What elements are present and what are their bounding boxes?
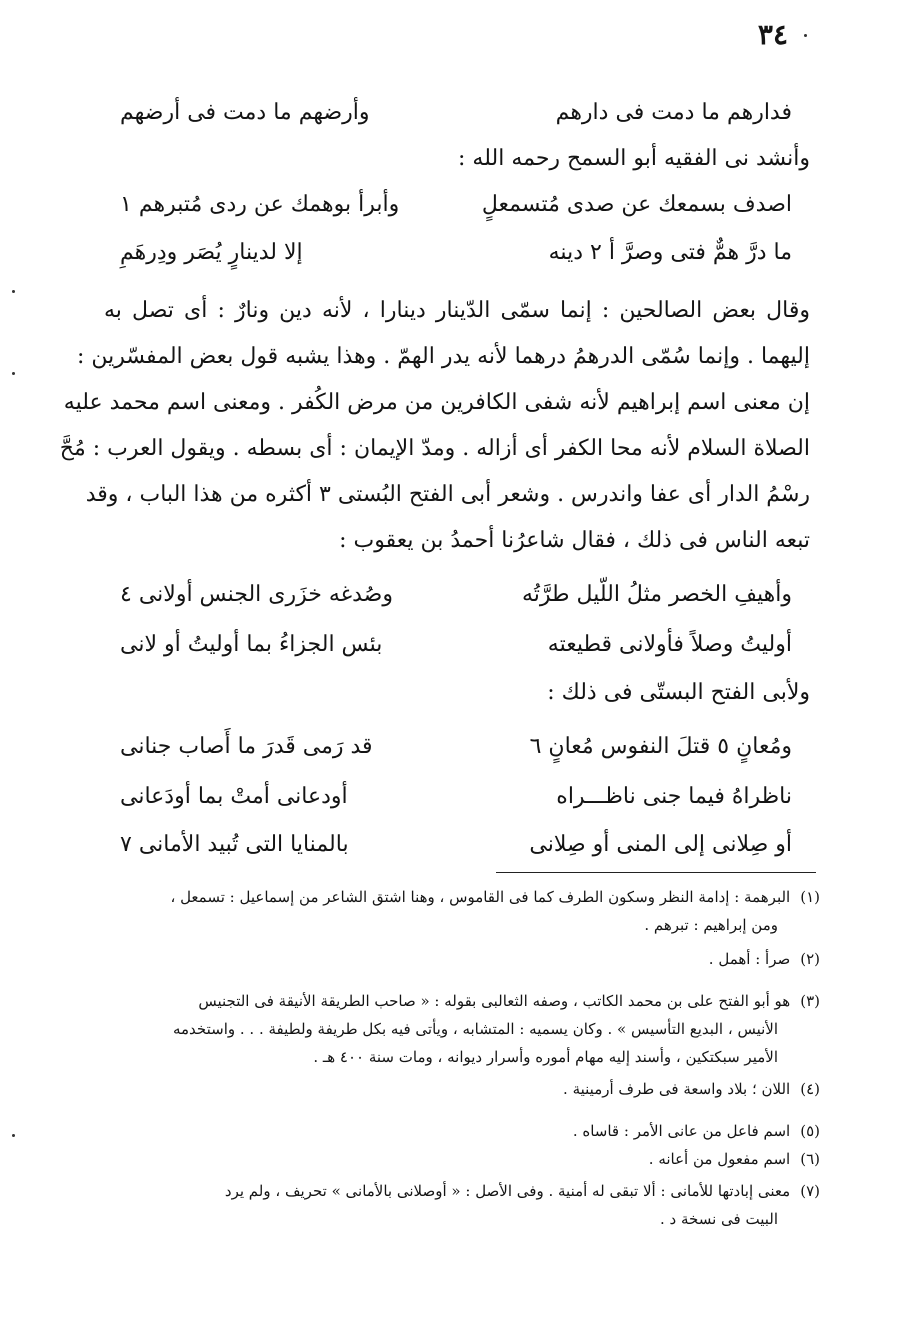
verse-8-first-hemistich: أو صِلانى إلى المنى أو صِلانى [529,832,792,857]
verse-6-second-hemistich: قد رَمى قَدرَ ما أَصاب جنانى [120,734,373,759]
footnote-1 [170,890,820,905]
footnote-number: (٤) [800,1080,820,1098]
footnote-7 [225,1184,820,1199]
scan-speck [12,1134,15,1137]
prose-line: رسْمُ الدار أى عفا واندرس . وشعر أبى الفتح البُستى ٣ أكثره من هذا الباب ، وقد [85,482,810,507]
footnote-number: (١) [800,888,820,906]
footnote-number: (٣) [800,992,820,1010]
verse-7-first-hemistich: ناظراهُ فيما جنى ناظـــراه [556,784,792,809]
scan-speck [12,290,15,293]
footnote-1-continuation: ومن إبراهيم : تبرهم . [644,916,778,934]
verse-introduction: تبعه الناس فى ذلك ، فقال شاعرُنا أحمدُ بن يعقوب : [339,528,810,553]
prose-line: إليهما . وإنما سُمّى الدرهمُ درهما لأنه يدر الهمّ . وهذا يشبه قول بعض المفسّرين : [76,344,810,369]
verse-5-first-hemistich: أوليتُ وصلاً فأولانى قطيعته [547,632,792,657]
footnote-2 [709,952,820,967]
verse-5-second-hemistich: بئس الجزاءُ بما أوليتُ أو لانى [120,632,383,657]
footnote-separator [496,872,816,873]
verse-7-second-hemistich: أودعانى أمتْ بما أودَعانى [120,784,348,809]
footnote-number: (٦) [800,1150,820,1168]
footnote-7-continuation: البيت فى نسخة د . [660,1210,778,1228]
footnote-3 [198,994,820,1009]
footnote-4 [563,1082,820,1097]
footnote-text: معنى إبادتها للأمانى : ألا تبقى له أمنية . وفى الأصل : « أوصلانى بالأمانى » تحريف ، ولم يرد [224,1182,791,1200]
verse-8-second-hemistich: بالمنايا التى تُبيد الأمانى ٧ [120,832,349,857]
verse-4-second-hemistich: وصُدغه خزَرى الجنس أولانى ٤ [120,582,393,607]
verse-1-first-hemistich: فدارهم ما دمت فى دارهم [555,100,792,125]
verse-3-first-hemistich: ما درَّ همٌّ فتى وصرَّ أ ٢ دينه [548,240,792,265]
verse-3-second-hemistich: إلا لدينارٍ يُصَر ودِرهَمِ [120,240,303,265]
footnote-number: (٧) [800,1182,820,1200]
footnote-5 [573,1124,820,1139]
scan-speck [804,34,807,37]
footnote-text: اللان ؛ بلاد واسعة فى طرف أرمينية . [563,1080,791,1098]
prose-line: إن معنى اسم إبراهيم لأنه شفى الكافرين من مرض الكُفر . ومعنى اسم محمد عليه [63,390,810,415]
verse-introduction: ولأبى الفتح البستّى فى ذلك : [547,680,810,705]
page-number: ٣٤ [757,18,788,51]
verse-4-first-hemistich: وأهيفِ الخصر مثلُ اللّيل طرَّتُه [521,582,792,607]
prose-line: وقال بعض الصالحين : إنما سمّى الدّينار دينارا ، لأنه دين ونارٌ : أى تصل به [104,298,810,323]
verse-6-first-hemistich: ومُعانٍ ٥ قتلَ النفوس مُعانٍ ٦ [529,734,792,759]
prose-line: الصلاة السلام لأنه محا الكفر أى أزاله . ومدّ الإيمان : أى بسطه . ويقول العرب : مُحَّ [59,436,810,461]
footnote-number: (٢) [800,950,820,968]
footnote-text: اسم مفعول من أعانه . [648,1150,791,1168]
footnote-text: البرهمة : إدامة النظر وسكون الطرف كما فى القاموس ، وهنا اشتق الشاعر من إسماعيل : تسمعل ، [170,888,791,906]
footnote-text: اسم فاعل من عانى الأمر : قاساه . [572,1122,791,1140]
verse-2-first-hemistich: اصدف بسمعك عن صدى مُتسمعلٍ [481,192,792,217]
scan-speck [12,372,15,375]
verse-1-second-hemistich: وأرضهم ما دمت فى أرضهم [120,100,370,125]
footnote-6 [649,1152,820,1167]
footnote-number: (٥) [800,1122,820,1140]
verse-2-second-hemistich: وأبرأ بوهمك عن ردى مُتبرهم ١ [120,192,400,217]
footnote-text: صرأ : أهمل . [708,950,791,968]
footnote-3-continuation: الأنيس ، البديع التأسيس » . وكان يسميه : المتشابه ، ويأتى فيه بكل طريفة ولطيفة . . . واستخدمه [172,1020,778,1038]
verse-introduction: وأنشد نى الفقيه أبو السمح رحمه الله : [458,146,810,171]
footnote-text: هو أبو الفتح على بن محمد الكاتب ، وصفه الثعالبى بقوله : « صاحب الطريقة الأنيقة فى التجنيس [198,992,791,1010]
footnote-3-continuation: الأمير سبكتكين ، وأسند إليه مهام أموره وأسرار ديوانه ، ومات سنة ٤٠٠ هـ . [313,1048,778,1066]
